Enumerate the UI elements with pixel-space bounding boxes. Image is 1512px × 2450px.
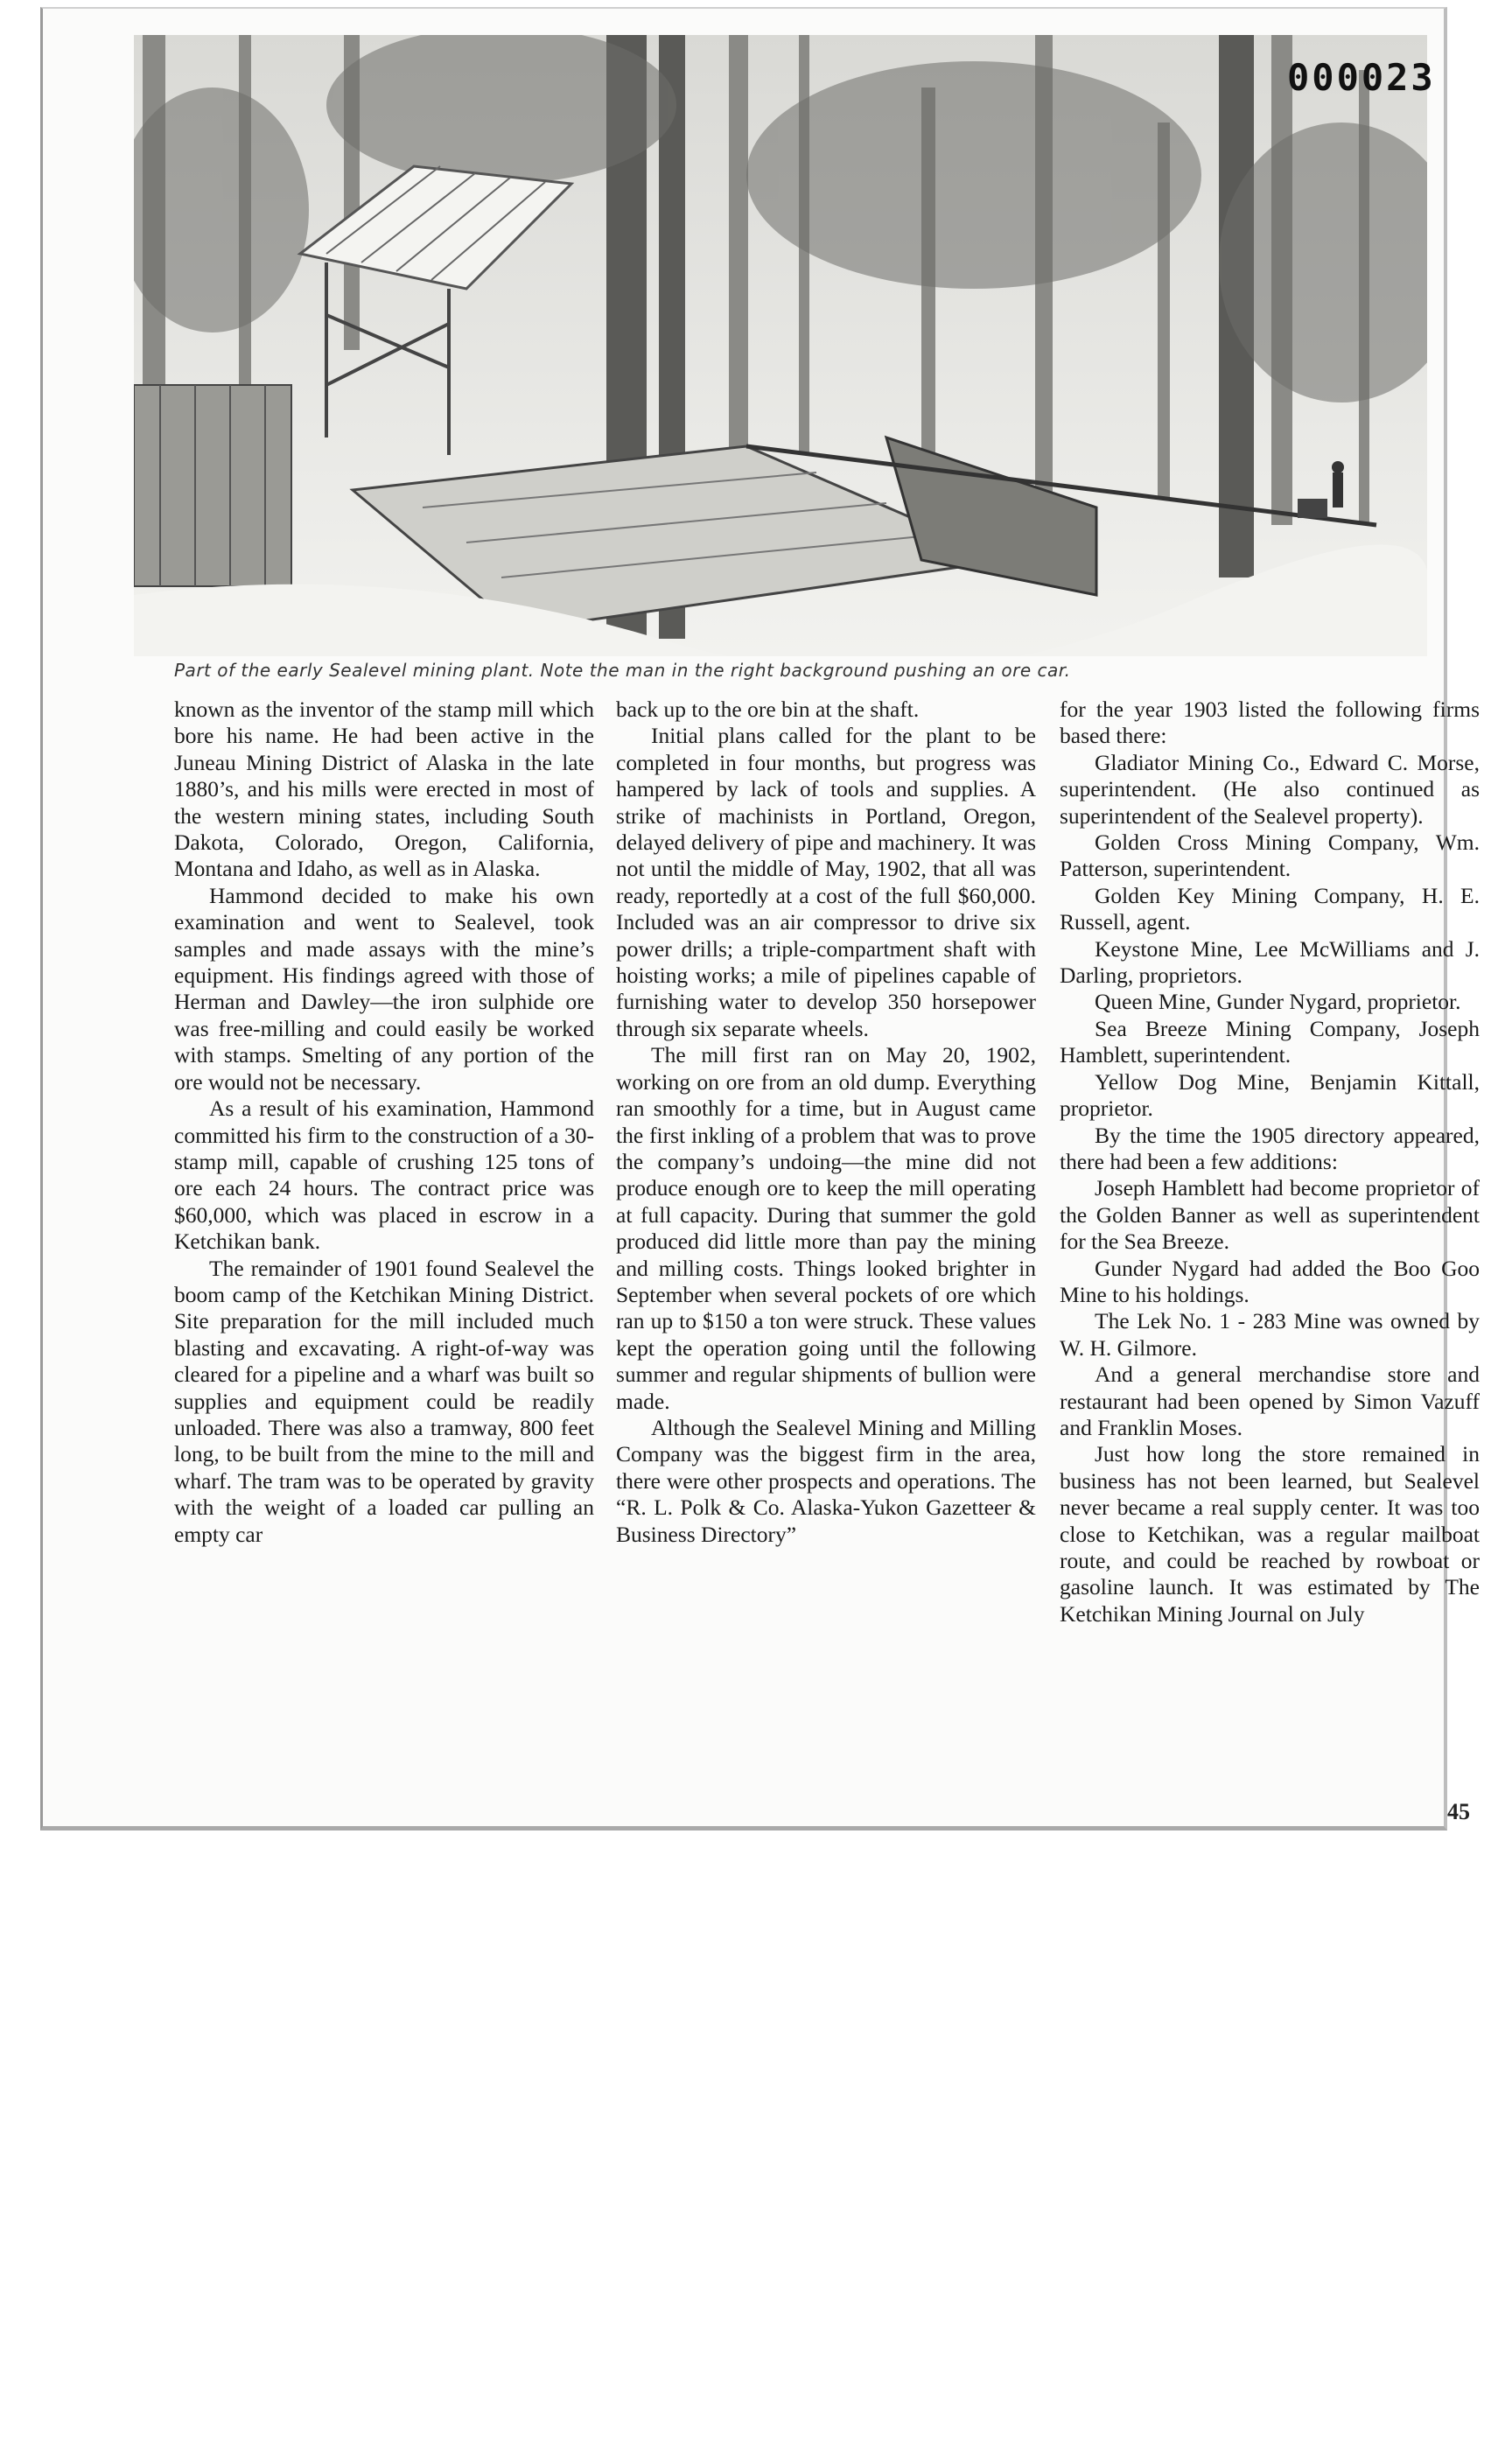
article-paragraph: The remainder of 1901 found Sealevel the boom camp of the Ketchikan Mining District. Site preparation for the mill included much blasting and excavating. A right-of-way was cleared for a pipeline and a wharf was built so supplies and equipment could be readily unloaded. There was also a tramway, 800 feet long, to be built from the mine to the mill and wharf. The tram was to be operated by gravity with the weight of a loaded car pulling an empty car xyxy=(174,1255,594,1547)
page-number: 45 xyxy=(1447,1799,1470,1824)
article-column-3 xyxy=(1060,696,1480,1628)
photo-illustration xyxy=(134,35,1427,656)
article-paragraph: Gunder Nygard had added the Boo Goo Mine to his holdings. xyxy=(1060,1255,1480,1307)
mining-plant-photo xyxy=(134,35,1427,656)
article-paragraph: By the time the 1905 directory appeared, there had been a few additions: xyxy=(1060,1122,1480,1174)
document-number: 000023 xyxy=(1287,56,1436,99)
article-paragraph: Joseph Hamblett had become proprietor of the Golden Banner as well as superintendent for the Sea Breeze. xyxy=(1060,1175,1480,1255)
article-column-2 xyxy=(616,696,1036,1548)
newspaper-page xyxy=(40,7,1480,1830)
article-paragraph: Sea Breeze Mining Company, Joseph Hamblett, superintendent. xyxy=(1060,1015,1480,1068)
article-paragraph: As a result of his examination, Hammond committed his firm to the construction of a 30-stamp mill, capable of crushing 125 tons of ore each 24 hours. The contract price was $60,000, which was placed in escrow in a Ketchikan bank. xyxy=(174,1096,594,1255)
article-paragraph: Although the Sealevel Mining and Milling Company was the biggest firm in the area, there were other prospects and operations. The “R. L. Polk & Co. Alaska-Yukon Gazetteer & Business Directory” xyxy=(616,1414,1036,1547)
article-paragraph: The Lek No. 1 - 283 Mine was owned by W. H. Gilmore. xyxy=(1060,1308,1480,1361)
article-paragraph: known as the inventor of the stamp mill which bore his name. He had been active in the Juneau Mining District of Alaska in the late 1880’s, and his mills were erected in most of the western mining states, including South Dakota, Colorado, Oregon, California, Montana and Idaho, as well as in Alaska. xyxy=(174,696,594,882)
photo-caption: Part of the early Sealevel mining plant. Note the man in the right background pushing an ore car. xyxy=(174,660,1071,681)
article-paragraph: Golden Cross Mining Company, Wm. Patterson, superintendent. xyxy=(1060,830,1480,882)
article-paragraph: Keystone Mine, Lee McWilliams and J. Darling, proprietors. xyxy=(1060,935,1480,989)
article-column-1 xyxy=(174,696,594,1548)
article-paragraph: Golden Key Mining Company, H. E. Russell, agent. xyxy=(1060,882,1480,935)
article-paragraph: Yellow Dog Mine, Benjamin Kittall, proprietor. xyxy=(1060,1068,1480,1122)
article-paragraph: Gladiator Mining Co., Edward C. Morse, superintendent. (He also continued as superintendent of the Sealevel property). xyxy=(1060,749,1480,829)
article-paragraph: The mill first ran on May 20, 1902, working on ore from an old dump. Everything ran smoothly for a time, but in August came the first inkling of a problem that was to prove the company’s undoing—the mine did not produce enough ore to keep the mill operating at full capacity. During that summer the gold produced did little more than pay the mining and milling costs. Things looked brighter in September when several pockets of ore which ran up to $150 a ton were struck. These values kept the operation going until the following summer and regular shipments of bullion were made. xyxy=(616,1042,1036,1414)
article-paragraph: And a general merchandise store and restaurant had been opened by Simon Vazuff and Franklin Moses. xyxy=(1060,1362,1480,1440)
article-paragraph: Queen Mine, Gunder Nygard, proprietor. xyxy=(1095,989,1461,1015)
article-paragraph: Initial plans called for the plant to be completed in four months, but progress was hampered by lack of tools and supplies. A strike of machinists in Portland, Oregon, delayed delivery of pipe and machinery. It was not until the middle of May, 1902, that all was ready, reportedly at a cost of the full $60,000. Included was an air compressor to drive six power drills; a triple-compartment shaft with hoisting works; a mile of pipelines capable of furnishing water to develop 350 horsepower through six separate wheels. xyxy=(616,723,1036,1041)
article-paragraph: Hammond decided to make his own examination and went to Sealevel, took samples and made assays with the mine’s equipment. His findings agreed with those of Herman and Dawley—the iron sulphide ore was free-milling and could easily be worked with stamps. Smelting of any portion of the ore would not be necessary. xyxy=(174,882,594,1095)
article-paragraph: Just how long the store remained in business has not been learned, but Sealevel never became a real supply center. It was too close to Ketchikan, was a regular mailboat route, and could be reached by rowboat or gasoline launch. It was estimated by The Ketchikan Mining Journal on July xyxy=(1060,1441,1480,1627)
article-paragraph: for the year 1903 listed the following firms based there: xyxy=(1060,696,1480,749)
article-paragraph: back up to the ore bin at the shaft. xyxy=(616,696,920,722)
